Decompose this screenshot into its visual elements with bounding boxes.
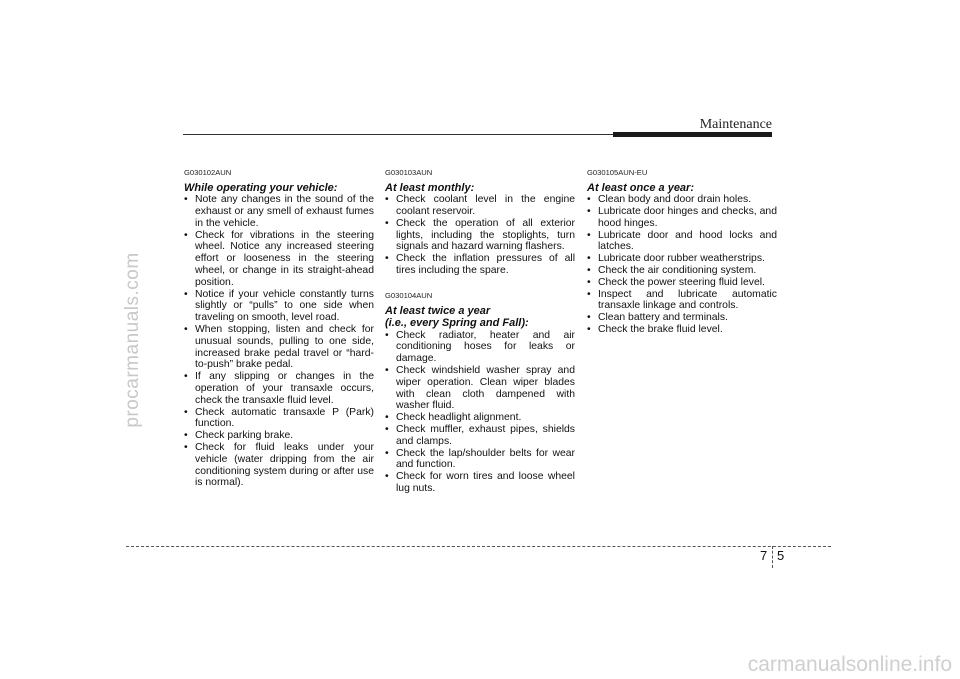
maintenance-block	[184, 167, 374, 489]
list-item: • Check headlight alignment.	[385, 412, 575, 424]
block-heading: At least monthly:	[385, 181, 475, 194]
section-title: Maintenance	[699, 117, 772, 132]
list-item: • Clean battery and terminals.	[587, 312, 777, 324]
checklist	[385, 194, 575, 277]
checklist	[587, 194, 777, 336]
list-item: • Check the brake fluid level.	[587, 324, 777, 336]
list-item: • Note any changes in the sound of the exhaust or any smell of exhaust fumes in the vehicle.	[184, 194, 374, 229]
block-heading: At least once a year:	[587, 181, 694, 194]
column-1	[184, 167, 374, 502]
maintenance-block	[587, 167, 777, 336]
column-3	[587, 167, 777, 349]
list-item: • Check for vibrations in the steering wheel. Notice any increased steering effort or looseness in the steering wheel, or change in its straight-ahead position.	[184, 230, 374, 289]
maintenance-block	[385, 167, 575, 277]
list-item: • Inspect and lubricate automatic transaxle linkage and controls.	[587, 289, 777, 313]
column-2	[385, 167, 575, 508]
footer-rule	[126, 546, 831, 547]
list-item: • Check for worn tires and loose wheel lug nuts.	[385, 471, 575, 495]
list-item: • Check muffler, exhaust pipes, shields and clamps.	[385, 424, 575, 448]
header-rule-accent	[613, 132, 772, 137]
list-item: • When stopping, listen and check for unusual sounds, pulling to one side, increased brake pedal travel or “hard-to-push” brake pedal.	[184, 324, 374, 371]
list-item: • Lubricate door rubber weatherstrips.	[587, 253, 777, 265]
page-number-divider	[772, 546, 773, 568]
header-rule	[183, 134, 613, 135]
section-code: G030105AUN-EU	[587, 168, 648, 177]
list-item: • Check the power steering fluid level.	[587, 277, 777, 289]
list-item: • Check the lap/shoulder belts for wear and function.	[385, 448, 575, 472]
list-item: • Check the operation of all exterior lights, including the stoplights, turn signals and hazard warning flashers.	[385, 218, 575, 253]
list-item: • Check windshield washer spray and wiper operation. Clean wiper blades with clean cloth dampened with washer fluid.	[385, 365, 575, 412]
list-item: • If any slipping or changes in the operation of your transaxle occurs, check the transaxle fluid level.	[184, 371, 374, 406]
section-code: G030102AUN	[184, 168, 232, 177]
side-watermark: procarmanuals.com	[122, 252, 143, 428]
checklist	[184, 194, 374, 489]
checklist	[385, 330, 575, 495]
list-item: • Notice if your vehicle constantly turns slightly or “pulls” to one side when traveling on smooth, level road.	[184, 289, 374, 324]
section-code: G030103AUN	[385, 168, 433, 177]
block-heading: While operating your vehicle:	[184, 181, 338, 194]
list-item: • Check the inflation pressures of all tires including the spare.	[385, 253, 575, 277]
maintenance-block	[385, 290, 575, 495]
page-number: 5	[777, 548, 785, 563]
block-heading: At least twice a year	[385, 304, 491, 317]
list-item: • Check automatic transaxle P (Park) function.	[184, 407, 374, 431]
list-item: • Check parking brake.	[184, 430, 374, 442]
bottom-watermark: carmanualsonline.info	[747, 653, 952, 676]
list-item: • Lubricate door hinges and checks, and hood hinges.	[587, 206, 777, 230]
list-item: • Lubricate door and hood locks and latches.	[587, 230, 777, 254]
list-item: • Check for fluid leaks under your vehicle (water dripping from the air conditioning system during or after use is normal).	[184, 442, 374, 489]
list-item: • Check coolant level in the engine coolant reservoir.	[385, 194, 575, 218]
block-subheading: (i.e., every Spring and Fall):	[385, 317, 529, 330]
section-code: G030104AUN	[385, 290, 433, 300]
chapter-number: 7	[760, 548, 768, 563]
list-item: • Check the air conditioning system.	[587, 265, 777, 277]
list-item: • Check radiator, heater and air conditioning hoses for leaks or damage.	[385, 330, 575, 365]
list-item: • Clean body and door drain holes.	[587, 194, 777, 206]
